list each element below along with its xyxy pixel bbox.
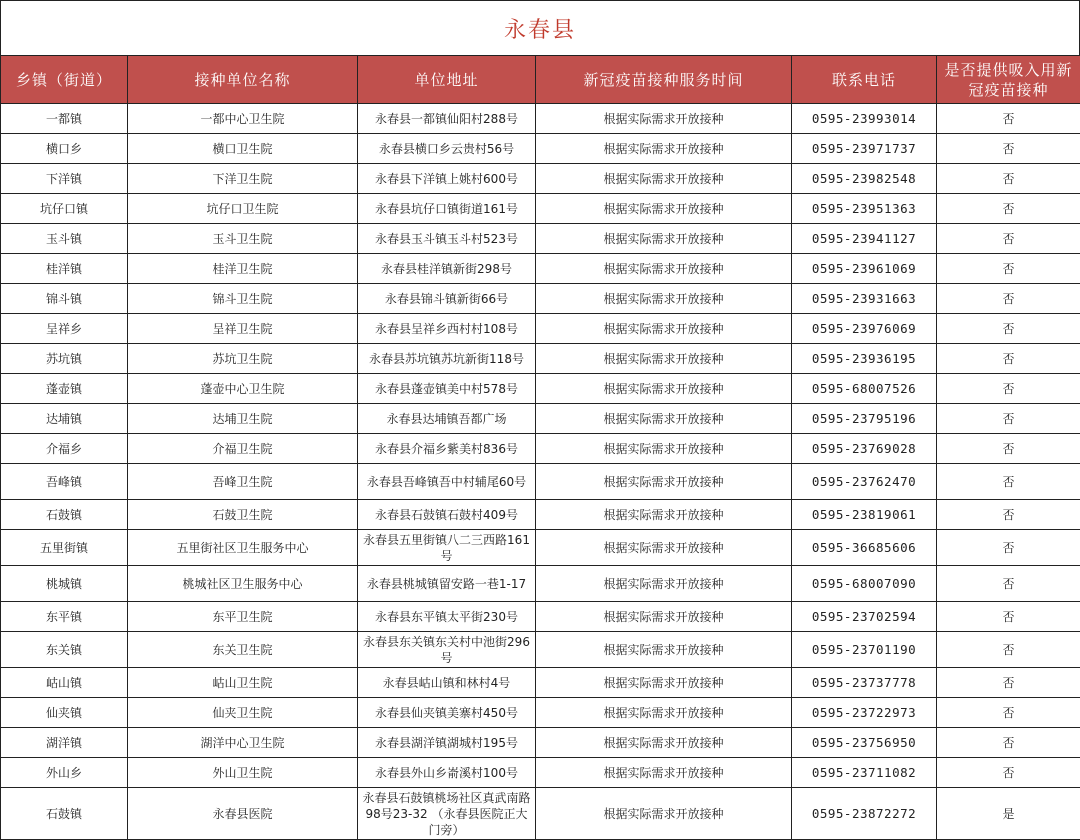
cell-inhaled: 否 [937,464,1080,500]
cell-service-time: 根据实际需求开放接种 [536,104,792,134]
header-inhaled: 是否提供吸入用新冠疫苗接种 [937,56,1080,104]
cell-inhaled: 否 [937,344,1080,374]
cell-address: 永春县桂洋镇新街298号 [358,254,536,284]
table-row [1,500,1080,530]
cell-town: 五里街镇 [1,530,128,566]
cell-address: 永春县一都镇仙阳村288号 [358,104,536,134]
cell-town: 苏坑镇 [1,344,128,374]
cell-service-time: 根据实际需求开放接种 [536,254,792,284]
vaccination-table [0,55,1080,840]
header-unit: 接种单位名称 [128,56,358,104]
table-row [1,404,1080,434]
cell-address: 永春县苏坑镇苏坑新街118号 [358,344,536,374]
cell-address: 永春县仙夹镇美寨村450号 [358,698,536,728]
table-row [1,530,1080,566]
cell-service-time: 根据实际需求开放接种 [536,194,792,224]
table-row [1,104,1080,134]
cell-service-time: 根据实际需求开放接种 [536,788,792,840]
table-row [1,374,1080,404]
cell-phone: 0595-23941127 [792,224,937,254]
cell-town: 吾峰镇 [1,464,128,500]
cell-town: 坑仔口镇 [1,194,128,224]
cell-unit: 吾峰卫生院 [128,464,358,500]
cell-town: 桂洋镇 [1,254,128,284]
cell-unit: 锦斗卫生院 [128,284,358,314]
cell-service-time: 根据实际需求开放接种 [536,728,792,758]
cell-town: 东关镇 [1,632,128,668]
cell-unit: 桂洋卫生院 [128,254,358,284]
table-body [1,104,1080,840]
cell-phone: 0595-23795196 [792,404,937,434]
cell-inhaled: 否 [937,530,1080,566]
cell-phone: 0595-23711082 [792,758,937,788]
cell-inhaled: 否 [937,194,1080,224]
cell-service-time: 根据实际需求开放接种 [536,434,792,464]
cell-service-time: 根据实际需求开放接种 [536,164,792,194]
cell-town: 外山乡 [1,758,128,788]
cell-phone: 0595-23961069 [792,254,937,284]
cell-inhaled: 否 [937,632,1080,668]
cell-unit: 苏坑卫生院 [128,344,358,374]
cell-unit: 岵山卫生院 [128,668,358,698]
cell-service-time: 根据实际需求开放接种 [536,602,792,632]
cell-unit: 仙夹卫生院 [128,698,358,728]
cell-inhaled: 否 [937,758,1080,788]
cell-phone: 0595-23762470 [792,464,937,500]
cell-inhaled: 否 [937,500,1080,530]
cell-service-time: 根据实际需求开放接种 [536,464,792,500]
cell-inhaled: 否 [937,728,1080,758]
cell-inhaled: 是 [937,788,1080,840]
cell-address: 永春县东平镇太平街230号 [358,602,536,632]
cell-phone: 0595-23936195 [792,344,937,374]
header-row [1,56,1080,104]
table-row [1,728,1080,758]
cell-service-time: 根据实际需求开放接种 [536,404,792,434]
cell-unit: 永春县医院 [128,788,358,840]
cell-phone: 0595-23971737 [792,134,937,164]
header-phone: 联系电话 [792,56,937,104]
cell-service-time: 根据实际需求开放接种 [536,668,792,698]
table-row [1,314,1080,344]
cell-inhaled: 否 [937,698,1080,728]
table-row [1,224,1080,254]
header-town: 乡镇（街道） [1,56,128,104]
cell-inhaled: 否 [937,314,1080,344]
cell-phone: 0595-23756950 [792,728,937,758]
cell-phone: 0595-23872272 [792,788,937,840]
cell-address: 永春县呈祥乡西村村108号 [358,314,536,344]
table-row [1,602,1080,632]
cell-unit: 蓬壶中心卫生院 [128,374,358,404]
cell-town: 东平镇 [1,602,128,632]
table-row [1,434,1080,464]
cell-town: 呈祥乡 [1,314,128,344]
cell-address: 永春县横口乡云贵村56号 [358,134,536,164]
header-address: 单位地址 [358,56,536,104]
cell-town: 石鼓镇 [1,500,128,530]
cell-address: 永春县东关镇东关村中池街296号 [358,632,536,668]
cell-unit: 五里街社区卫生服务中心 [128,530,358,566]
cell-service-time: 根据实际需求开放接种 [536,758,792,788]
cell-inhaled: 否 [937,104,1080,134]
cell-town: 石鼓镇 [1,788,128,840]
cell-address: 永春县吾峰镇吾中村辅尾60号 [358,464,536,500]
cell-phone: 0595-23769028 [792,434,937,464]
cell-address: 永春县石鼓镇桃场社区真武南路98号23-32 （永春县医院正大门旁） [358,788,536,840]
cell-service-time: 根据实际需求开放接种 [536,134,792,164]
cell-phone: 0595-23951363 [792,194,937,224]
cell-inhaled: 否 [937,284,1080,314]
sheet-title: 永春县 [504,13,576,44]
cell-inhaled: 否 [937,434,1080,464]
cell-town: 达埔镇 [1,404,128,434]
cell-address: 永春县湖洋镇湖城村195号 [358,728,536,758]
header-service-time: 新冠疫苗接种服务时间 [536,56,792,104]
table-row [1,632,1080,668]
cell-address: 永春县蓬壶镇美中村578号 [358,374,536,404]
cell-town: 介福乡 [1,434,128,464]
table-row [1,284,1080,314]
cell-service-time: 根据实际需求开放接种 [536,374,792,404]
cell-address: 永春县外山乡嵛溪村100号 [358,758,536,788]
cell-unit: 呈祥卫生院 [128,314,358,344]
cell-unit: 东关卫生院 [128,632,358,668]
cell-phone: 0595-23722973 [792,698,937,728]
cell-unit: 外山卫生院 [128,758,358,788]
cell-inhaled: 否 [937,602,1080,632]
cell-town: 玉斗镇 [1,224,128,254]
cell-unit: 玉斗卫生院 [128,224,358,254]
cell-address: 永春县介福乡紫美村836号 [358,434,536,464]
cell-service-time: 根据实际需求开放接种 [536,500,792,530]
cell-unit: 东平卫生院 [128,602,358,632]
cell-town: 横口乡 [1,134,128,164]
cell-unit: 达埔卫生院 [128,404,358,434]
cell-address: 永春县锦斗镇新街66号 [358,284,536,314]
cell-unit: 介福卫生院 [128,434,358,464]
cell-town: 下洋镇 [1,164,128,194]
cell-inhaled: 否 [937,254,1080,284]
title-bar [0,0,1080,55]
cell-inhaled: 否 [937,566,1080,602]
cell-phone: 0595-23819061 [792,500,937,530]
cell-address: 永春县岵山镇和林村4号 [358,668,536,698]
cell-address: 永春县坑仔口镇街道161号 [358,194,536,224]
cell-phone: 0595-68007090 [792,566,937,602]
cell-phone: 0595-23931663 [792,284,937,314]
cell-phone: 0595-23982548 [792,164,937,194]
cell-unit: 下洋卫生院 [128,164,358,194]
cell-town: 仙夹镇 [1,698,128,728]
cell-unit: 横口卫生院 [128,134,358,164]
table-row [1,668,1080,698]
table-row [1,758,1080,788]
cell-service-time: 根据实际需求开放接种 [536,530,792,566]
table-row [1,134,1080,164]
cell-address: 永春县下洋镇上姚村600号 [358,164,536,194]
table-row [1,788,1080,840]
cell-town: 锦斗镇 [1,284,128,314]
table-row [1,464,1080,500]
cell-phone: 0595-23993014 [792,104,937,134]
cell-town: 蓬壶镇 [1,374,128,404]
cell-service-time: 根据实际需求开放接种 [536,224,792,254]
cell-inhaled: 否 [937,374,1080,404]
cell-phone: 0595-23737778 [792,668,937,698]
cell-town: 一都镇 [1,104,128,134]
cell-address: 永春县桃城镇留安路一巷1-17 [358,566,536,602]
cell-inhaled: 否 [937,668,1080,698]
cell-service-time: 根据实际需求开放接种 [536,566,792,602]
cell-inhaled: 否 [937,404,1080,434]
cell-service-time: 根据实际需求开放接种 [536,284,792,314]
cell-address: 永春县玉斗镇玉斗村523号 [358,224,536,254]
cell-phone: 0595-68007526 [792,374,937,404]
cell-address: 永春县石鼓镇石鼓村409号 [358,500,536,530]
cell-unit: 桃城社区卫生服务中心 [128,566,358,602]
cell-address: 永春县达埔镇吾都广场 [358,404,536,434]
table-row [1,194,1080,224]
cell-inhaled: 否 [937,134,1080,164]
cell-service-time: 根据实际需求开放接种 [536,698,792,728]
cell-phone: 0595-23701190 [792,632,937,668]
cell-unit: 坑仔口卫生院 [128,194,358,224]
cell-inhaled: 否 [937,164,1080,194]
cell-inhaled: 否 [937,224,1080,254]
table-row [1,254,1080,284]
cell-phone: 0595-23702594 [792,602,937,632]
cell-town: 桃城镇 [1,566,128,602]
cell-address: 永春县五里街镇八二三西路161号 [358,530,536,566]
cell-service-time: 根据实际需求开放接种 [536,632,792,668]
cell-town: 岵山镇 [1,668,128,698]
table-row [1,164,1080,194]
cell-phone: 0595-23976069 [792,314,937,344]
table-row [1,698,1080,728]
table-row [1,566,1080,602]
cell-unit: 一都中心卫生院 [128,104,358,134]
cell-service-time: 根据实际需求开放接种 [536,344,792,374]
table-row [1,344,1080,374]
cell-unit: 石鼓卫生院 [128,500,358,530]
cell-phone: 0595-36685606 [792,530,937,566]
cell-town: 湖洋镇 [1,728,128,758]
cell-service-time: 根据实际需求开放接种 [536,314,792,344]
cell-unit: 湖洋中心卫生院 [128,728,358,758]
